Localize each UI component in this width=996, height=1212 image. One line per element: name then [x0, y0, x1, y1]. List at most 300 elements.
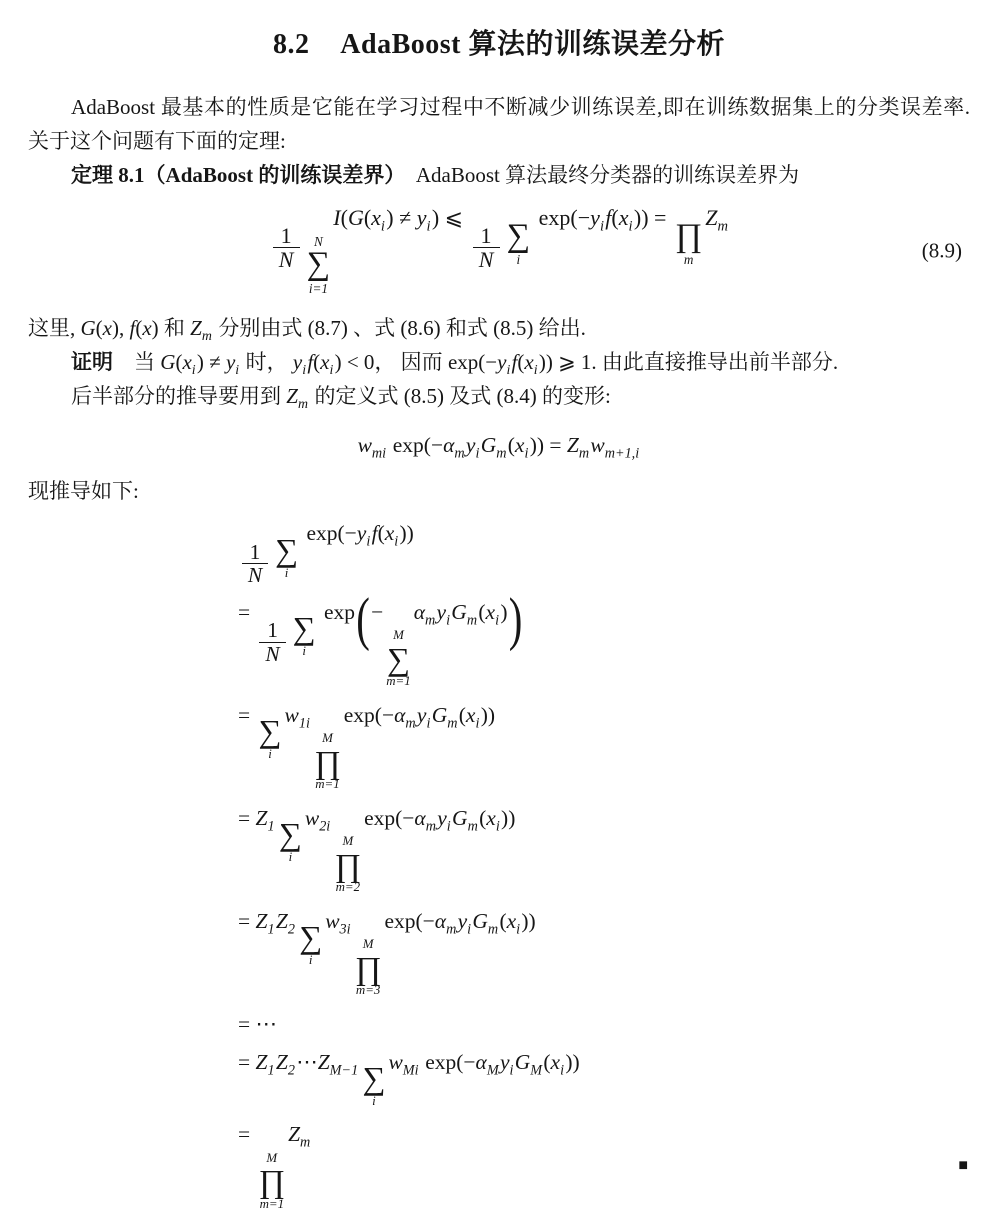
- operator-glyph: ∏: [354, 949, 382, 986]
- subscript-text: 2i: [319, 818, 331, 835]
- variable: [255, 908, 275, 938]
- variable: [475, 1049, 499, 1079]
- variable-base: G: [480, 433, 497, 458]
- operator-lower-limit: [285, 566, 289, 581]
- math-variable: x: [142, 315, 152, 340]
- subscript-text: m: [300, 1134, 311, 1151]
- variable: [590, 204, 604, 235]
- variable: [286, 384, 308, 412]
- operator-glyph: ∑: [386, 640, 410, 677]
- math-text: (: [340, 204, 348, 230]
- subscript-text: i: [446, 612, 451, 629]
- limit-text: M: [362, 937, 374, 952]
- variable: [485, 599, 500, 629]
- subscript-text: i: [426, 715, 431, 732]
- big-operator: [355, 937, 382, 999]
- variable: [497, 349, 511, 377]
- variable: [320, 349, 334, 377]
- variable: [590, 433, 640, 462]
- subscript-text: i: [475, 715, 480, 732]
- subscript: [487, 1062, 499, 1078]
- math-variable: f: [605, 204, 612, 230]
- fraction: [242, 541, 268, 587]
- variable-base: G: [514, 1049, 531, 1074]
- variable-base: w: [590, 433, 605, 458]
- subscript-text: 3i: [339, 921, 351, 938]
- subscript-text: i: [302, 361, 307, 377]
- math-text: −: [371, 599, 384, 624]
- equation-8-9-row: [28, 205, 970, 297]
- variable-base: x: [524, 349, 534, 374]
- variable: [436, 599, 451, 629]
- subscript-text: i: [380, 218, 385, 235]
- variable-base: G: [431, 702, 448, 727]
- subscript-text: m: [201, 327, 212, 343]
- variable: [255, 805, 275, 835]
- subscript: [405, 715, 415, 731]
- variable: [480, 433, 507, 462]
- limit-text: i=1: [308, 280, 329, 296]
- variable-base: G: [451, 599, 467, 624]
- math-text: )): [480, 702, 496, 727]
- denominator-var: N: [278, 247, 294, 273]
- equation-number-tag: (8.9): [921, 238, 962, 263]
- variable-base: x: [486, 805, 496, 830]
- subscript-text: i: [426, 218, 431, 235]
- variable: [566, 433, 590, 462]
- derivation-line-2: [238, 586, 970, 690]
- variable-base: Z: [317, 1049, 330, 1074]
- derivation-block: [28, 521, 970, 1212]
- derivation-line-3: [238, 703, 970, 793]
- subscript-text: 1: [267, 921, 275, 938]
- subscript-text: i: [516, 921, 521, 938]
- inline-math-Zm: [190, 315, 213, 343]
- operator-glyph: ∑: [306, 246, 331, 283]
- variable: [443, 433, 465, 462]
- variable: [413, 599, 436, 629]
- operator-lower-limit: [289, 850, 293, 865]
- subscript-text: m: [425, 818, 436, 835]
- math-text: =: [238, 599, 256, 624]
- section-number: 8.2: [273, 29, 310, 60]
- denominator: [273, 247, 300, 271]
- limit-text: M: [266, 1150, 278, 1165]
- limit-text: m=3: [355, 983, 381, 998]
- theorem-paragraph: [28, 158, 970, 192]
- subscript: [446, 612, 450, 628]
- variable-base: Z: [286, 384, 298, 409]
- variable: [255, 1049, 275, 1079]
- variable-base: Z: [288, 1122, 301, 1147]
- operator-lower-limit: [260, 1197, 284, 1212]
- subscript-text: m: [297, 396, 308, 412]
- operator-glyph: ∑: [292, 610, 316, 647]
- derivation-line-5: [238, 909, 970, 999]
- variable: [371, 204, 385, 235]
- subscript: [468, 818, 478, 834]
- subscript: [475, 715, 479, 731]
- big-operator: [314, 731, 341, 793]
- math-text: exp(−: [419, 1049, 476, 1074]
- variable: [304, 805, 331, 835]
- fraction: [273, 224, 300, 271]
- variable-base: x: [618, 204, 629, 230]
- math-text: (: [611, 204, 619, 230]
- operator-glyph: ∏: [258, 1163, 286, 1200]
- variable-base: y: [499, 1049, 510, 1074]
- big-operator: [675, 217, 703, 268]
- inline-math-yf-lt-0: [292, 349, 375, 377]
- subscript: [454, 446, 464, 462]
- math-variable: f: [129, 315, 136, 340]
- proof-text-2: 时，: [240, 349, 293, 374]
- derivation-line-7: [238, 1050, 970, 1110]
- section-title: AdaBoost 算法的训练误差分析: [340, 29, 725, 60]
- operator-lower-limit: [309, 281, 328, 297]
- variable-base: y: [356, 521, 367, 546]
- limit-text: i: [516, 251, 521, 267]
- math-text: ): [151, 315, 159, 340]
- limit-text: i: [288, 849, 293, 864]
- inline-math-exp-ge-1: [447, 349, 592, 377]
- variable-base: y: [436, 599, 447, 624]
- derivation-line-1: [238, 521, 970, 586]
- operator-glyph: ∑: [275, 531, 299, 568]
- transform-text-1: 后半部分的推导要用到: [71, 384, 287, 409]
- here-and: 和: [158, 315, 191, 340]
- variable-base: Z: [190, 315, 202, 340]
- subscript: [495, 612, 499, 628]
- subscript: [605, 446, 639, 462]
- theorem-label: 定理 8.1（AdaBoost 的训练误差界）: [71, 163, 395, 188]
- subscript: [600, 218, 604, 234]
- big-operator: [386, 628, 410, 690]
- operator-glyph: ∑: [278, 816, 302, 853]
- math-text: (: [363, 204, 372, 230]
- here-text-2: 分别由式 (8.7) 、式 (8.6) 和式 (8.5) 给出.: [213, 315, 586, 340]
- subscript-text: 1: [267, 818, 275, 835]
- variable-base: Z: [705, 204, 718, 230]
- subscript: [300, 1135, 310, 1151]
- limit-text: m=1: [386, 674, 411, 689]
- subscript-text: m: [466, 612, 478, 629]
- variable-base: w: [284, 702, 299, 727]
- variable-base: G: [472, 908, 488, 933]
- subscript: [329, 362, 333, 377]
- limit-text: i: [284, 565, 289, 580]
- subscript-text: i: [394, 533, 399, 550]
- variable-base: α: [434, 908, 447, 933]
- math-text: exp(−: [343, 702, 395, 727]
- subscript: [235, 362, 239, 377]
- subscript-text: 2: [287, 1062, 295, 1079]
- subscript: [394, 534, 398, 550]
- variable-base: w: [304, 805, 320, 830]
- variable: [416, 702, 431, 732]
- variable-base: y: [225, 349, 236, 374]
- subscript: [267, 921, 274, 937]
- variable: [416, 204, 431, 235]
- variable: [457, 908, 472, 938]
- variable-base: Z: [255, 908, 268, 933]
- limit-text: i: [268, 746, 272, 761]
- operator-glyph: ∏: [675, 217, 703, 254]
- subscript: [524, 446, 528, 462]
- subscript: [425, 612, 435, 628]
- variable: [182, 349, 196, 377]
- variable-base: α: [413, 599, 425, 624]
- math-text: (: [543, 1049, 551, 1074]
- derivation-line-4: [238, 806, 970, 896]
- math-text: =: [238, 1049, 256, 1074]
- subscript-text: 1: [267, 1062, 275, 1079]
- subscript-text: m: [467, 818, 478, 835]
- subscript: [426, 218, 430, 234]
- math-text: (: [499, 908, 507, 933]
- operator-glyph: ∑: [299, 919, 323, 956]
- variable: [499, 1049, 514, 1079]
- subscript: [560, 1062, 564, 1078]
- subscript-text: m: [578, 445, 590, 462]
- subscript: [330, 1062, 359, 1078]
- variable: [452, 805, 478, 835]
- variable-base: Z: [255, 1049, 268, 1074]
- subscript: [403, 1062, 419, 1078]
- variable-base: α: [475, 1049, 487, 1074]
- variable-base: x: [465, 702, 476, 727]
- math-variable: f: [371, 521, 378, 546]
- proof-text-4: . 由此直接推导出前半部分.: [591, 349, 839, 374]
- big-operator: [307, 234, 331, 297]
- subscript: [447, 818, 451, 834]
- transform-paragraph: [28, 379, 970, 413]
- math-text: ) ≠: [196, 349, 226, 374]
- math-text: (: [313, 349, 321, 374]
- math-text: ): [500, 599, 508, 624]
- variable: [275, 908, 295, 938]
- subscript: [299, 715, 310, 731]
- derivation-line-6: [238, 1012, 970, 1037]
- math-text: exp(−: [533, 204, 591, 230]
- limit-text: i: [308, 952, 313, 967]
- limit-text: m=1: [315, 777, 340, 792]
- subscript-text: m: [717, 218, 728, 235]
- variable-base: α: [394, 702, 406, 727]
- variable-base: w: [357, 433, 372, 458]
- math-text: ) ≠: [386, 204, 417, 230]
- variable-base: y: [497, 349, 507, 374]
- variable: [325, 908, 351, 938]
- variable: [705, 204, 728, 235]
- limit-text: i: [372, 1093, 376, 1108]
- subscript-text: m: [454, 445, 465, 462]
- subscript: [372, 446, 386, 462]
- math-text: (: [458, 702, 466, 727]
- math-text: ) ⩽: [431, 204, 469, 230]
- subscript: [447, 715, 457, 731]
- subscript: [446, 921, 456, 937]
- variable: [465, 702, 480, 732]
- subscript: [288, 1062, 295, 1078]
- inline-math-Gx: [81, 316, 120, 340]
- subscript-text: 2: [287, 921, 295, 938]
- denominator: [473, 247, 500, 271]
- subscript: [496, 818, 500, 834]
- denominator-var: N: [265, 641, 280, 666]
- proof-text-1: 当: [113, 349, 161, 374]
- subscript: [629, 218, 633, 234]
- math-text: exp: [318, 599, 356, 624]
- subscript-text: Mi: [402, 1062, 419, 1079]
- numerator: 1: [249, 539, 261, 564]
- math-text: ⋯: [296, 1049, 318, 1074]
- operator-glyph: ∑: [362, 1060, 386, 1097]
- subscript: [506, 362, 510, 377]
- variable-base: x: [384, 521, 395, 546]
- variable: [388, 1049, 419, 1079]
- math-text: )) ⩾ 1: [538, 349, 592, 374]
- big-operator: [258, 713, 282, 762]
- math-variable: G: [347, 204, 364, 230]
- math-text: (: [478, 599, 486, 624]
- equation-weight-update: [28, 433, 970, 462]
- denominator: [259, 642, 285, 666]
- inline-math-G-neq-y: [160, 349, 240, 377]
- math-variable: f: [307, 349, 314, 374]
- operator-lower-limit: [336, 880, 360, 895]
- subscript-text: mi: [371, 445, 387, 462]
- operator-lower-limit: [372, 1094, 376, 1109]
- subscript-text: m: [405, 715, 416, 732]
- subscript-text: m: [424, 612, 436, 629]
- big-operator: [278, 816, 302, 865]
- variable: [431, 702, 458, 732]
- subscript: [579, 446, 589, 462]
- math-text: )): [399, 521, 414, 546]
- subscript-text: m: [496, 445, 507, 462]
- subscript: [267, 818, 274, 834]
- denominator-var: N: [478, 247, 494, 273]
- subscript: [302, 362, 306, 377]
- variable: [550, 1049, 565, 1079]
- operator-glyph: ∏: [314, 743, 341, 780]
- subscript-text: m+1,i: [604, 445, 640, 462]
- subscript: [288, 921, 295, 937]
- variable: [465, 433, 480, 462]
- big-operator: [299, 919, 323, 968]
- math-text: =: [238, 908, 256, 933]
- equation-8-9: [28, 205, 970, 297]
- subscript-text: i: [509, 1062, 514, 1079]
- variable-base: w: [388, 1049, 403, 1074]
- subscript: [192, 362, 196, 377]
- math-text: (: [95, 315, 103, 340]
- variable-base: Z: [275, 1049, 288, 1074]
- fraction: [473, 224, 500, 271]
- math-text: ) < 0: [334, 349, 375, 374]
- subscript-text: i: [446, 818, 451, 835]
- big-operator: [506, 217, 531, 268]
- math-variable: f: [511, 349, 518, 374]
- subscript-text: i: [495, 612, 500, 629]
- subscript: [298, 396, 308, 411]
- variable: [524, 349, 538, 377]
- big-operator: [362, 1060, 386, 1109]
- operator-lower-limit: [302, 644, 306, 659]
- subscript-text: M−1: [329, 1062, 359, 1079]
- limit-text: M: [342, 834, 354, 849]
- variable-base: y: [465, 433, 476, 458]
- math-text: (: [135, 315, 143, 340]
- operator-lower-limit: [386, 674, 410, 689]
- subscript-text: 1i: [298, 715, 310, 732]
- big-operator: [292, 610, 316, 659]
- math-text: =: [238, 1122, 256, 1147]
- subscript-text: i: [495, 818, 500, 835]
- big-delimiter: (: [356, 586, 370, 652]
- subscript: [488, 921, 498, 937]
- variable: [434, 908, 457, 938]
- math-variable: G: [80, 315, 96, 340]
- variable: [275, 1049, 295, 1079]
- transform-text-2: 的定义式 (8.5) 及式 (8.4) 的变形:: [309, 384, 611, 409]
- math-text: exp(−: [447, 349, 498, 374]
- subscript-text: i: [366, 533, 371, 550]
- variable: [356, 521, 371, 550]
- math-text: (: [377, 521, 385, 546]
- big-operator: [259, 1151, 286, 1212]
- variable-base: α: [414, 805, 426, 830]
- limit-text: m=2: [335, 880, 361, 895]
- subscript: [267, 1062, 274, 1078]
- subscript: [534, 362, 538, 377]
- subscript: [530, 1062, 542, 1078]
- subscript: [366, 534, 370, 550]
- subscript-text: i: [475, 445, 480, 462]
- subscript-text: i: [628, 218, 633, 235]
- big-operator: [275, 531, 299, 581]
- limit-text: i: [302, 643, 306, 658]
- subscript-text: i: [533, 361, 538, 377]
- variable-base: y: [457, 908, 468, 933]
- inline-math-fx: [130, 316, 159, 340]
- variable-base: x: [550, 1049, 561, 1074]
- variable: [190, 315, 212, 343]
- proof-label: 证明: [71, 349, 114, 374]
- operator-glyph: ∏: [334, 846, 362, 883]
- variable: [288, 1122, 311, 1151]
- math-text: )): [521, 908, 536, 933]
- subscript: [510, 1062, 514, 1078]
- variable-base: x: [485, 599, 496, 624]
- variable-base: Z: [275, 908, 288, 933]
- limit-text: M: [393, 628, 404, 643]
- denominator-var: N: [247, 563, 263, 588]
- subscript-text: i: [191, 361, 196, 377]
- variable-base: x: [514, 433, 525, 458]
- here-paragraph: [28, 311, 970, 345]
- subscript-text: M: [530, 1062, 543, 1079]
- variable: [451, 599, 478, 629]
- math-text: (: [517, 349, 525, 374]
- subscript: [475, 446, 479, 462]
- variable: [472, 908, 499, 938]
- intro-paragraph: AdaBoost 最基本的性质是它能在学习过程中不断减少训练误差,即在训练数据集上的分类误差率. 关于这个问题有下面的定理:: [28, 95, 970, 154]
- limit-text: m: [683, 251, 694, 267]
- subscript-text: m: [446, 921, 457, 938]
- subscript-text: i: [506, 361, 511, 377]
